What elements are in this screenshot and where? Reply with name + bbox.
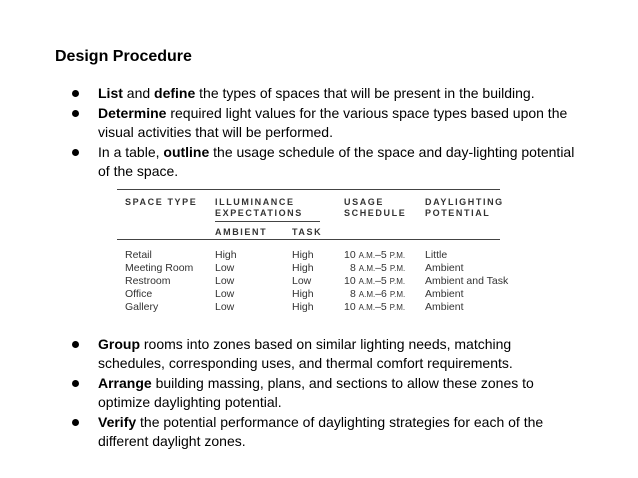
schedule-end: –5 xyxy=(375,262,387,274)
bullet-keyword: Determine xyxy=(98,105,167,121)
header-expectations: EXPECTATIONS xyxy=(215,208,303,218)
bullet-dot-icon xyxy=(72,419,79,426)
bullet-text: rooms into zones based on similar lighting needs, matching schedules, corresponding uses, and thermal comfort requirements. xyxy=(98,336,513,371)
cell-potential: Ambient xyxy=(425,262,464,274)
cell-task: High xyxy=(292,262,314,274)
header-potential: POTENTIAL xyxy=(425,208,491,218)
header-schedule: SCHEDULE xyxy=(344,208,407,218)
bullet-text: the usage schedule of the space and day-lighting potential of the space. xyxy=(98,144,575,179)
cell-potential: Ambient and Task xyxy=(425,275,509,287)
cell-task: High xyxy=(292,288,314,300)
schedule-end-unit: P.M. xyxy=(389,264,406,273)
table-rule-sub xyxy=(117,239,500,240)
cell-potential: Ambient xyxy=(425,288,464,300)
cell-ambient: Low xyxy=(215,288,235,300)
bullet-list-bottom xyxy=(0,335,638,452)
schedule-start-unit: A.M. xyxy=(358,290,376,299)
bullet-keyword: List xyxy=(98,85,123,101)
schedule-start: 10 xyxy=(344,301,356,313)
page-title: Design Procedure xyxy=(55,48,192,65)
bullet-item xyxy=(0,335,638,373)
bullet-text: In a table, xyxy=(98,144,164,160)
bullet-text: the potential performance of daylighting strategies for each of the different daylight zones. xyxy=(98,414,544,449)
bullet-dot-icon xyxy=(72,149,79,156)
header-illuminance: ILLUMINANCE xyxy=(215,197,295,207)
cell-task: High xyxy=(292,249,314,261)
table-rule-mid xyxy=(215,221,320,222)
bullet-keyword: Arrange xyxy=(98,375,152,391)
bullet-text: building massing, plans, and sections to allow these zones to optimize daylighting potential. xyxy=(98,375,534,410)
schedule-end: –5 xyxy=(375,275,387,287)
bullet-item xyxy=(0,84,638,103)
bullet-dot-icon xyxy=(72,90,79,97)
cell-potential: Little xyxy=(425,249,448,261)
bullet-keyword: define xyxy=(154,85,196,101)
cell-ambient: Low xyxy=(215,301,235,313)
header-space-type: SPACE TYPE xyxy=(125,197,198,207)
schedule-end-unit: P.M. xyxy=(389,251,406,260)
cell-task: Low xyxy=(292,275,312,287)
cell-potential: Ambient xyxy=(425,301,464,313)
cell-space: Retail xyxy=(125,249,152,261)
cell-schedule xyxy=(350,262,405,275)
header-ambient: AMBIENT xyxy=(215,227,268,237)
schedule-end-unit: P.M. xyxy=(389,290,406,299)
cell-schedule xyxy=(344,275,405,288)
schedule-start-unit: A.M. xyxy=(358,277,376,286)
header-task: TASK xyxy=(292,227,323,237)
bullet-keyword: Group xyxy=(98,336,140,352)
bullet-item xyxy=(0,413,638,451)
bullet-list-top xyxy=(0,84,638,182)
schedule-start: 10 xyxy=(344,275,356,287)
cell-schedule xyxy=(344,301,405,314)
schedule-start-unit: A.M. xyxy=(358,251,376,260)
bullet-item xyxy=(0,104,638,142)
header-daylighting: DAYLIGHTING xyxy=(425,197,504,207)
cell-schedule xyxy=(350,288,405,301)
bullet-text: and xyxy=(122,85,155,101)
table-rule-top xyxy=(117,189,500,190)
bullet-dot-icon xyxy=(72,341,79,348)
schedule-end: –6 xyxy=(375,288,387,300)
schedule-end: –5 xyxy=(375,301,387,313)
bullet-dot-icon xyxy=(72,110,79,117)
cell-space: Restroom xyxy=(125,275,171,287)
schedule-end-unit: P.M. xyxy=(389,277,406,286)
header-usage: USAGE xyxy=(344,197,385,207)
bullet-dot-icon xyxy=(72,380,79,387)
cell-task: High xyxy=(292,301,314,313)
bullet-item xyxy=(0,374,638,412)
cell-schedule xyxy=(344,249,405,262)
cell-ambient: Low xyxy=(215,275,235,287)
bullet-text: required light values for the various space types based upon the visual activities that will be performed. xyxy=(98,105,568,140)
schedule-end: –5 xyxy=(375,249,387,261)
schedule-start-unit: A.M. xyxy=(358,264,376,273)
schedule-start: 10 xyxy=(344,249,356,261)
bullet-keyword: outline xyxy=(163,144,210,160)
schedule-start: 8 xyxy=(350,288,356,300)
cell-space: Office xyxy=(125,288,153,300)
cell-space: Meeting Room xyxy=(125,262,194,274)
schedule-start: 8 xyxy=(350,262,356,274)
cell-space: Gallery xyxy=(125,301,159,313)
bullet-item xyxy=(0,143,638,181)
cell-ambient: High xyxy=(215,249,237,261)
schedule-end-unit: P.M. xyxy=(389,303,406,312)
bullet-keyword: Verify xyxy=(98,414,137,430)
schedule-start-unit: A.M. xyxy=(358,303,376,312)
cell-ambient: Low xyxy=(215,262,235,274)
bullet-text: the types of spaces that will be present in the building. xyxy=(195,85,535,101)
